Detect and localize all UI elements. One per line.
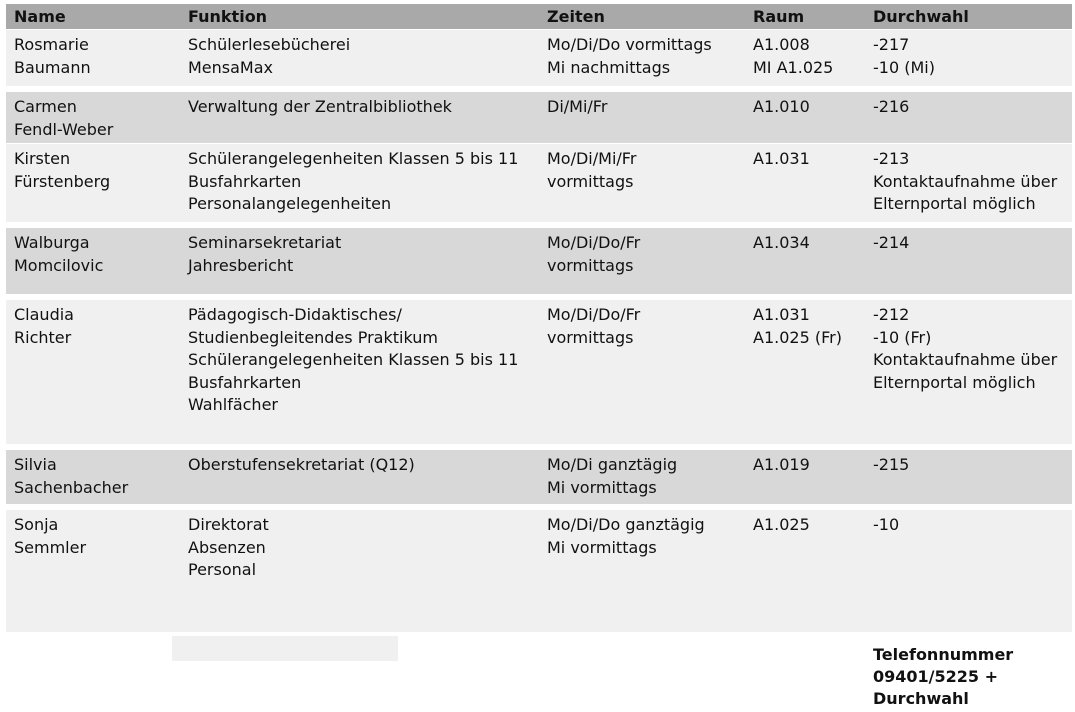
zeiten-text: vormittags: [547, 255, 634, 275]
column-header-zeiten: Zeiten: [547, 7, 605, 26]
durchwahl-text: Elternportal möglich: [873, 372, 1036, 392]
funktion-cell: [188, 30, 547, 79]
funktion-text: Busfahrkarten: [188, 372, 302, 392]
name-cell: [6, 300, 188, 349]
durchwahl-cell: [873, 92, 1068, 119]
funktion-cell: [188, 228, 547, 277]
zeiten-text: Mo/Di/Do/Fr: [547, 305, 641, 324]
zeiten-text: vormittags: [547, 327, 634, 347]
zeiten-cell: [547, 144, 753, 193]
raum-cell: [753, 30, 873, 79]
raum-cell: [753, 300, 873, 349]
name-text: Walburga: [14, 233, 90, 252]
raum-text: A1.019: [753, 455, 810, 474]
durchwahl-text: -10 (Fr): [873, 327, 932, 347]
funktion-cell: [188, 144, 547, 216]
zeiten-text: Di/Mi/Fr: [547, 97, 608, 116]
zeiten-cell: [547, 228, 753, 277]
zeiten-text: Mo/Di/Do ganztägig: [547, 515, 705, 534]
funktion-text: Absenzen: [188, 537, 266, 557]
durchwahl-text: -217: [873, 35, 910, 54]
name-text: Rosmarie: [14, 35, 89, 54]
funktion-text: Seminarsekretariat: [188, 233, 342, 252]
raum-text: A1.008: [753, 35, 810, 54]
raum-text: A1.025: [753, 515, 810, 534]
durchwahl-text: -10: [873, 515, 900, 534]
zeiten-cell: [547, 300, 753, 349]
raum-cell: [753, 228, 873, 255]
name-text: Carmen: [14, 97, 77, 116]
name-cell: [6, 228, 188, 277]
name-text: Claudia: [14, 305, 74, 324]
funktion-text: Schülerangelegenheiten Klassen 5 bis 11: [188, 149, 519, 168]
raum-text: A1.025 (Fr): [753, 327, 842, 347]
zeiten-cell: [547, 92, 753, 119]
durchwahl-cell: [873, 228, 1068, 255]
zeiten-text: Mi vormittags: [547, 477, 657, 497]
column-header-raum: Raum: [753, 7, 805, 26]
phone-number-note: [873, 644, 1013, 710]
name-cell: [6, 144, 188, 193]
phone-note-line: 09401/5225 +: [873, 667, 999, 686]
funktion-text: Personalangelegenheiten: [188, 194, 392, 213]
raum-text: A1.034: [753, 233, 810, 252]
zeiten-text: Mo/Di/Do vormittags: [547, 35, 712, 54]
funktion-text: Pädagogisch-Didaktisches/: [188, 305, 402, 324]
name-cell: [6, 450, 188, 499]
table-row: [6, 299, 1072, 444]
zeiten-text: Mi nachmittags: [547, 57, 671, 77]
name-text: Fendl-Weber: [14, 119, 114, 139]
zeiten-text: Mi vormittags: [547, 537, 657, 557]
phone-note-line: Durchwahl: [873, 689, 969, 708]
column-header-name: Name: [14, 7, 66, 26]
phone-note-line: Telefonnummer: [873, 645, 1014, 664]
funktion-text: Direktorat: [188, 515, 269, 534]
zeiten-cell: [547, 450, 753, 499]
table-row: [6, 509, 1072, 632]
funktion-text: Jahresbericht: [188, 255, 294, 275]
durchwahl-text: Kontaktaufnahme über: [873, 350, 1058, 369]
name-text: Baumann: [14, 57, 91, 77]
table-row: [6, 91, 1072, 143]
funktion-cell: [188, 92, 547, 119]
durchwahl-text: -213: [873, 149, 910, 168]
durchwahl-cell: [873, 510, 1068, 537]
raum-cell: [753, 144, 873, 171]
durchwahl-cell: [873, 30, 1068, 79]
raum-text: A1.010: [753, 97, 810, 116]
name-cell: [6, 30, 188, 79]
name-text: Silvia: [14, 455, 57, 474]
table-row: [6, 143, 1072, 222]
column-header-durchwahl: Durchwahl: [873, 7, 969, 26]
durchwahl-text: -216: [873, 97, 910, 116]
durchwahl-text: Elternportal möglich: [873, 194, 1036, 213]
zeiten-cell: [547, 30, 753, 79]
funktion-text: MensaMax: [188, 57, 274, 77]
name-cell: [6, 92, 188, 141]
funktion-text: Personal: [188, 560, 257, 579]
raum-cell: [753, 450, 873, 477]
funktion-text: Oberstufensekretariat (Q12): [188, 455, 415, 474]
name-text: Sonja: [14, 515, 59, 534]
funktion-text: Wahlfächer: [188, 395, 278, 414]
column-header-funktion: Funktion: [188, 7, 268, 26]
table-row: [6, 449, 1072, 504]
durchwahl-cell: [873, 144, 1068, 216]
table-row: [6, 227, 1072, 294]
staff-directory-table: [6, 4, 1072, 632]
name-text: Fürstenberg: [14, 171, 111, 191]
name-text: Richter: [14, 327, 72, 347]
zeiten-text: Mo/Di/Do/Fr: [547, 233, 641, 252]
funktion-text: Schülerlesebücherei: [188, 35, 351, 54]
raum-text: A1.031: [753, 149, 810, 168]
durchwahl-text: -215: [873, 455, 910, 474]
durchwahl-cell: [873, 300, 1068, 394]
table-body: [6, 29, 1072, 632]
funktion-cell: [188, 450, 547, 477]
name-text: Sachenbacher: [14, 477, 129, 497]
table-row: [6, 29, 1072, 86]
durchwahl-cell: [873, 450, 1068, 477]
durchwahl-text: Kontaktaufnahme über: [873, 171, 1058, 191]
name-text: Semmler: [14, 537, 87, 557]
funktion-cell: [188, 300, 547, 417]
funktion-text: Schülerangelegenheiten Klassen 5 bis 11: [188, 350, 519, 369]
funktion-cell: [188, 510, 547, 582]
decorative-block: [172, 636, 398, 661]
funktion-text: Busfahrkarten: [188, 171, 302, 191]
funktion-text: Verwaltung der Zentralbibliothek: [188, 97, 452, 116]
zeiten-text: Mo/Di/Mi/Fr: [547, 149, 637, 168]
durchwahl-text: -10 (Mi): [873, 57, 935, 77]
raum-text: MI A1.025: [753, 57, 834, 77]
table-header-row: [6, 4, 1072, 29]
name-text: Kirsten: [14, 149, 71, 168]
durchwahl-text: -214: [873, 233, 910, 252]
zeiten-cell: [547, 510, 753, 559]
raum-text: A1.031: [753, 305, 810, 324]
name-text: Momcilovic: [14, 255, 104, 275]
raum-cell: [753, 510, 873, 537]
raum-cell: [753, 92, 873, 119]
zeiten-text: Mo/Di ganztägig: [547, 455, 678, 474]
funktion-text: Studienbegleitendes Praktikum: [188, 327, 438, 347]
name-cell: [6, 510, 188, 559]
durchwahl-text: -212: [873, 305, 910, 324]
zeiten-text: vormittags: [547, 171, 634, 191]
